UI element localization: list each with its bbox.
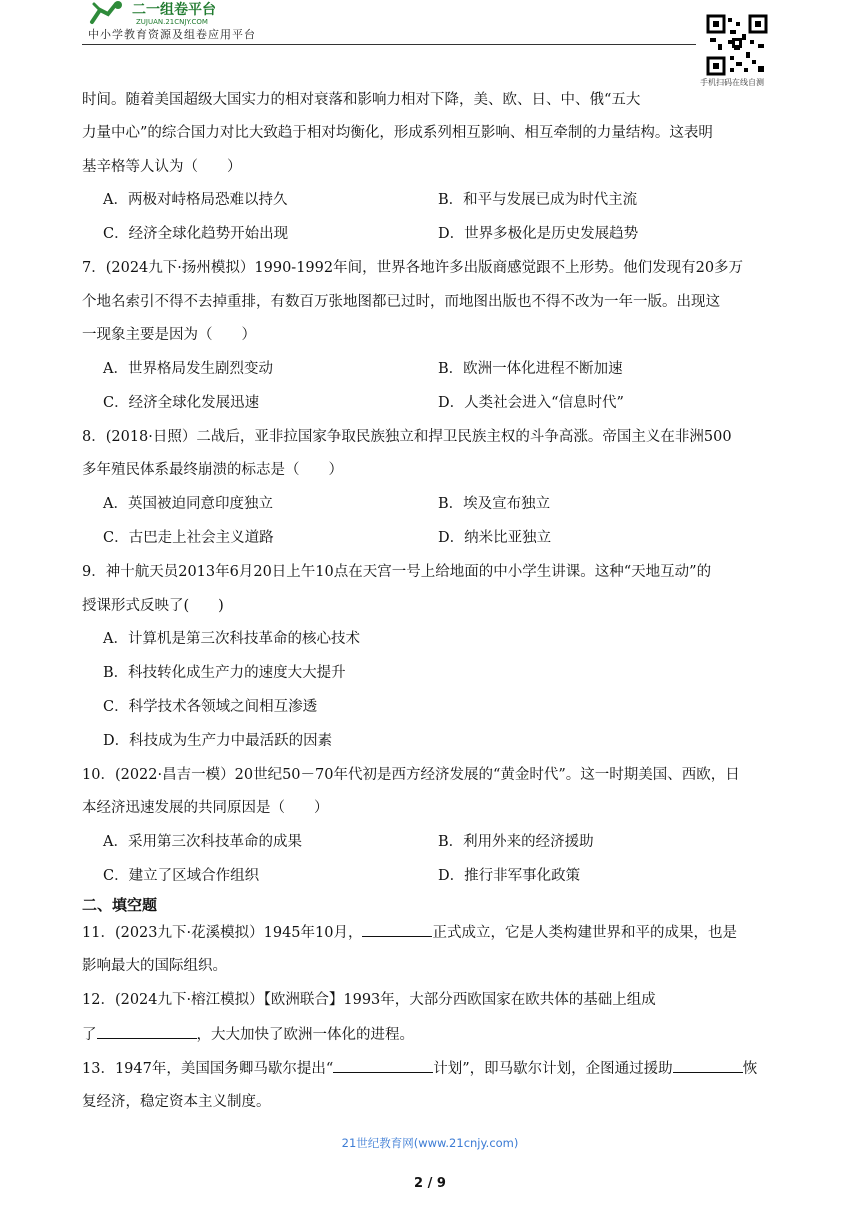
q12-text-line1: 12．(2024九下·榕江模拟）【欧洲联合】1993年，大部分西欧国家在欧共体的基础上组成 [82,992,656,1008]
q9-option-a[interactable]: A．计算机是第三次科技革命的核心技术 [103,631,360,647]
q12-text-part1: 了 [82,1027,97,1043]
logo-url: ZUJUAN.21CNJY.COM [136,18,208,26]
q8-text-line2: 多年殖民体系最终崩溃的标志是（ ） [82,462,343,478]
q11-text-line1 [82,922,737,943]
q9-text-line1: 9．神十航天员2013年6月20日上午10点在天宫一号上给地面的中小学生讲课。这种“天地互动”的 [82,564,712,580]
q10-option-a[interactable]: A．采用第三次科技革命的成果 [103,834,302,850]
q10-text-line1: 10．(2022·昌吉一模）20世纪50－70年代初是西方经济发展的“黄金时代”。这一时期美国、西欧，日 [82,767,740,783]
q13-text-part2: 计划”，即马歇尔计划，企图通过援助 [433,1061,673,1077]
q11-text-part2: 正式成立，它是人类构建世界和平的成果，也是 [432,925,737,941]
footer-website-link[interactable]: 21世纪教育网(www.21cnjy.com) [341,1136,519,1150]
q12-answer-blank[interactable] [97,1024,197,1039]
q6-option-b[interactable]: B．和平与发展已成为时代主流 [438,192,638,208]
q11-answer-blank[interactable] [362,922,432,937]
q6-option-d[interactable]: D．世界多极化是历史发展趋势 [438,226,639,242]
q8-option-d[interactable]: D．纳米比亚独立 [438,530,552,546]
q10-option-c[interactable]: C．建立了区域合作组织 [103,868,260,884]
q12-text-part2: ，大大加快了欧洲一体化的进程。 [196,1027,414,1043]
q10-text-line2: 本经济迅速发展的共同原因是（ ） [82,800,329,816]
q7-text-line3: 一现象主要是因为（ ） [82,327,256,343]
q13-answer-blank-1[interactable] [333,1058,433,1073]
qr-code-icon[interactable] [706,14,768,76]
q13-text-part1: 13．1947年，美国国务卿马歇尔提出“ [82,1061,334,1077]
q9-text-line2: 授课形式反映了( ) [82,598,224,614]
q6-text-line1: 时间。随着美国超级大国实力的相对衰落和影响力相对下降，美、欧、日、中、俄“五大 [82,92,641,108]
q8-option-a[interactable]: A．英国被迫同意印度独立 [103,496,273,512]
q9-option-c[interactable]: C．科学技术各领域之间相互渗透 [103,699,318,715]
header-subtitle: 中小学教育资源及组卷应用平台 [88,28,256,41]
q7-option-a[interactable]: A．世界格局发生剧烈变动 [103,361,273,377]
qr-caption: 手机扫码在线自测 [700,78,764,87]
q13-text-line1 [82,1058,757,1079]
q7-text-line2: 个地名索引不得不去掉重排，有数百万张地图都已过时，而地图出版也不得不改为一年一版。出现这 [82,294,720,310]
q8-option-c[interactable]: C．古巴走上社会主义道路 [103,530,274,546]
q6-option-c[interactable]: C．经济全球化趋势开始出现 [103,226,289,242]
q7-text-line1: 7．(2024九下·扬州模拟）1990-1992年间，世界各地许多出版商感觉跟不上形势。他们发现有20多万 [82,260,744,276]
section-title-fill-in: 二、填空题 [82,896,158,914]
page-number: 2 / 9 [414,1176,446,1191]
q12-text-line2 [82,1024,414,1045]
q9-option-d[interactable]: D．科技成为生产力中最活跃的因素 [103,733,333,749]
q13-answer-blank-2[interactable] [673,1058,743,1073]
q6-option-a[interactable]: A．两极对峙格局恐难以持久 [103,192,288,208]
q8-text-line1: 8．(2018·日照）二战后，亚非拉国家争取民族独立和捍卫民族主权的斗争高涨。帝国主义在非洲500 [82,429,732,445]
q11-text-line2: 影响最大的国际组织。 [82,958,227,974]
q7-option-d[interactable]: D．人类社会进入“信息时代” [438,395,624,411]
q8-option-b[interactable]: B．埃及宣布独立 [438,496,551,512]
runner-logo-icon [92,1,122,22]
q6-text-line2: 力量中心”的综合国力对比大致趋于相对均衡化，形成系列相互影响、相互牵制的力量结构。这表明 [82,125,713,141]
q7-option-b[interactable]: B．欧洲一体化进程不断加速 [438,361,623,377]
q9-option-b[interactable]: B．科技转化成生产力的速度大大提升 [103,665,346,681]
q6-text-line3: 基辛格等人认为（ ） [82,159,242,175]
site-logo[interactable] [86,0,276,26]
q11-text-part1: 11．(2023九下·花溪模拟）1945年10月， [82,925,363,941]
q13-text-part3: 恢 [742,1061,758,1077]
header-divider [82,44,696,45]
q13-text-line2: 复经济，稳定资本主义制度。 [82,1094,271,1110]
logo-text: 二一组卷平台 [132,2,216,18]
q10-option-b[interactable]: B．利用外来的经济援助 [438,834,594,850]
q10-option-d[interactable]: D．推行非军事化政策 [438,868,581,884]
q7-option-c[interactable]: C．经济全球化发展迅速 [103,395,260,411]
